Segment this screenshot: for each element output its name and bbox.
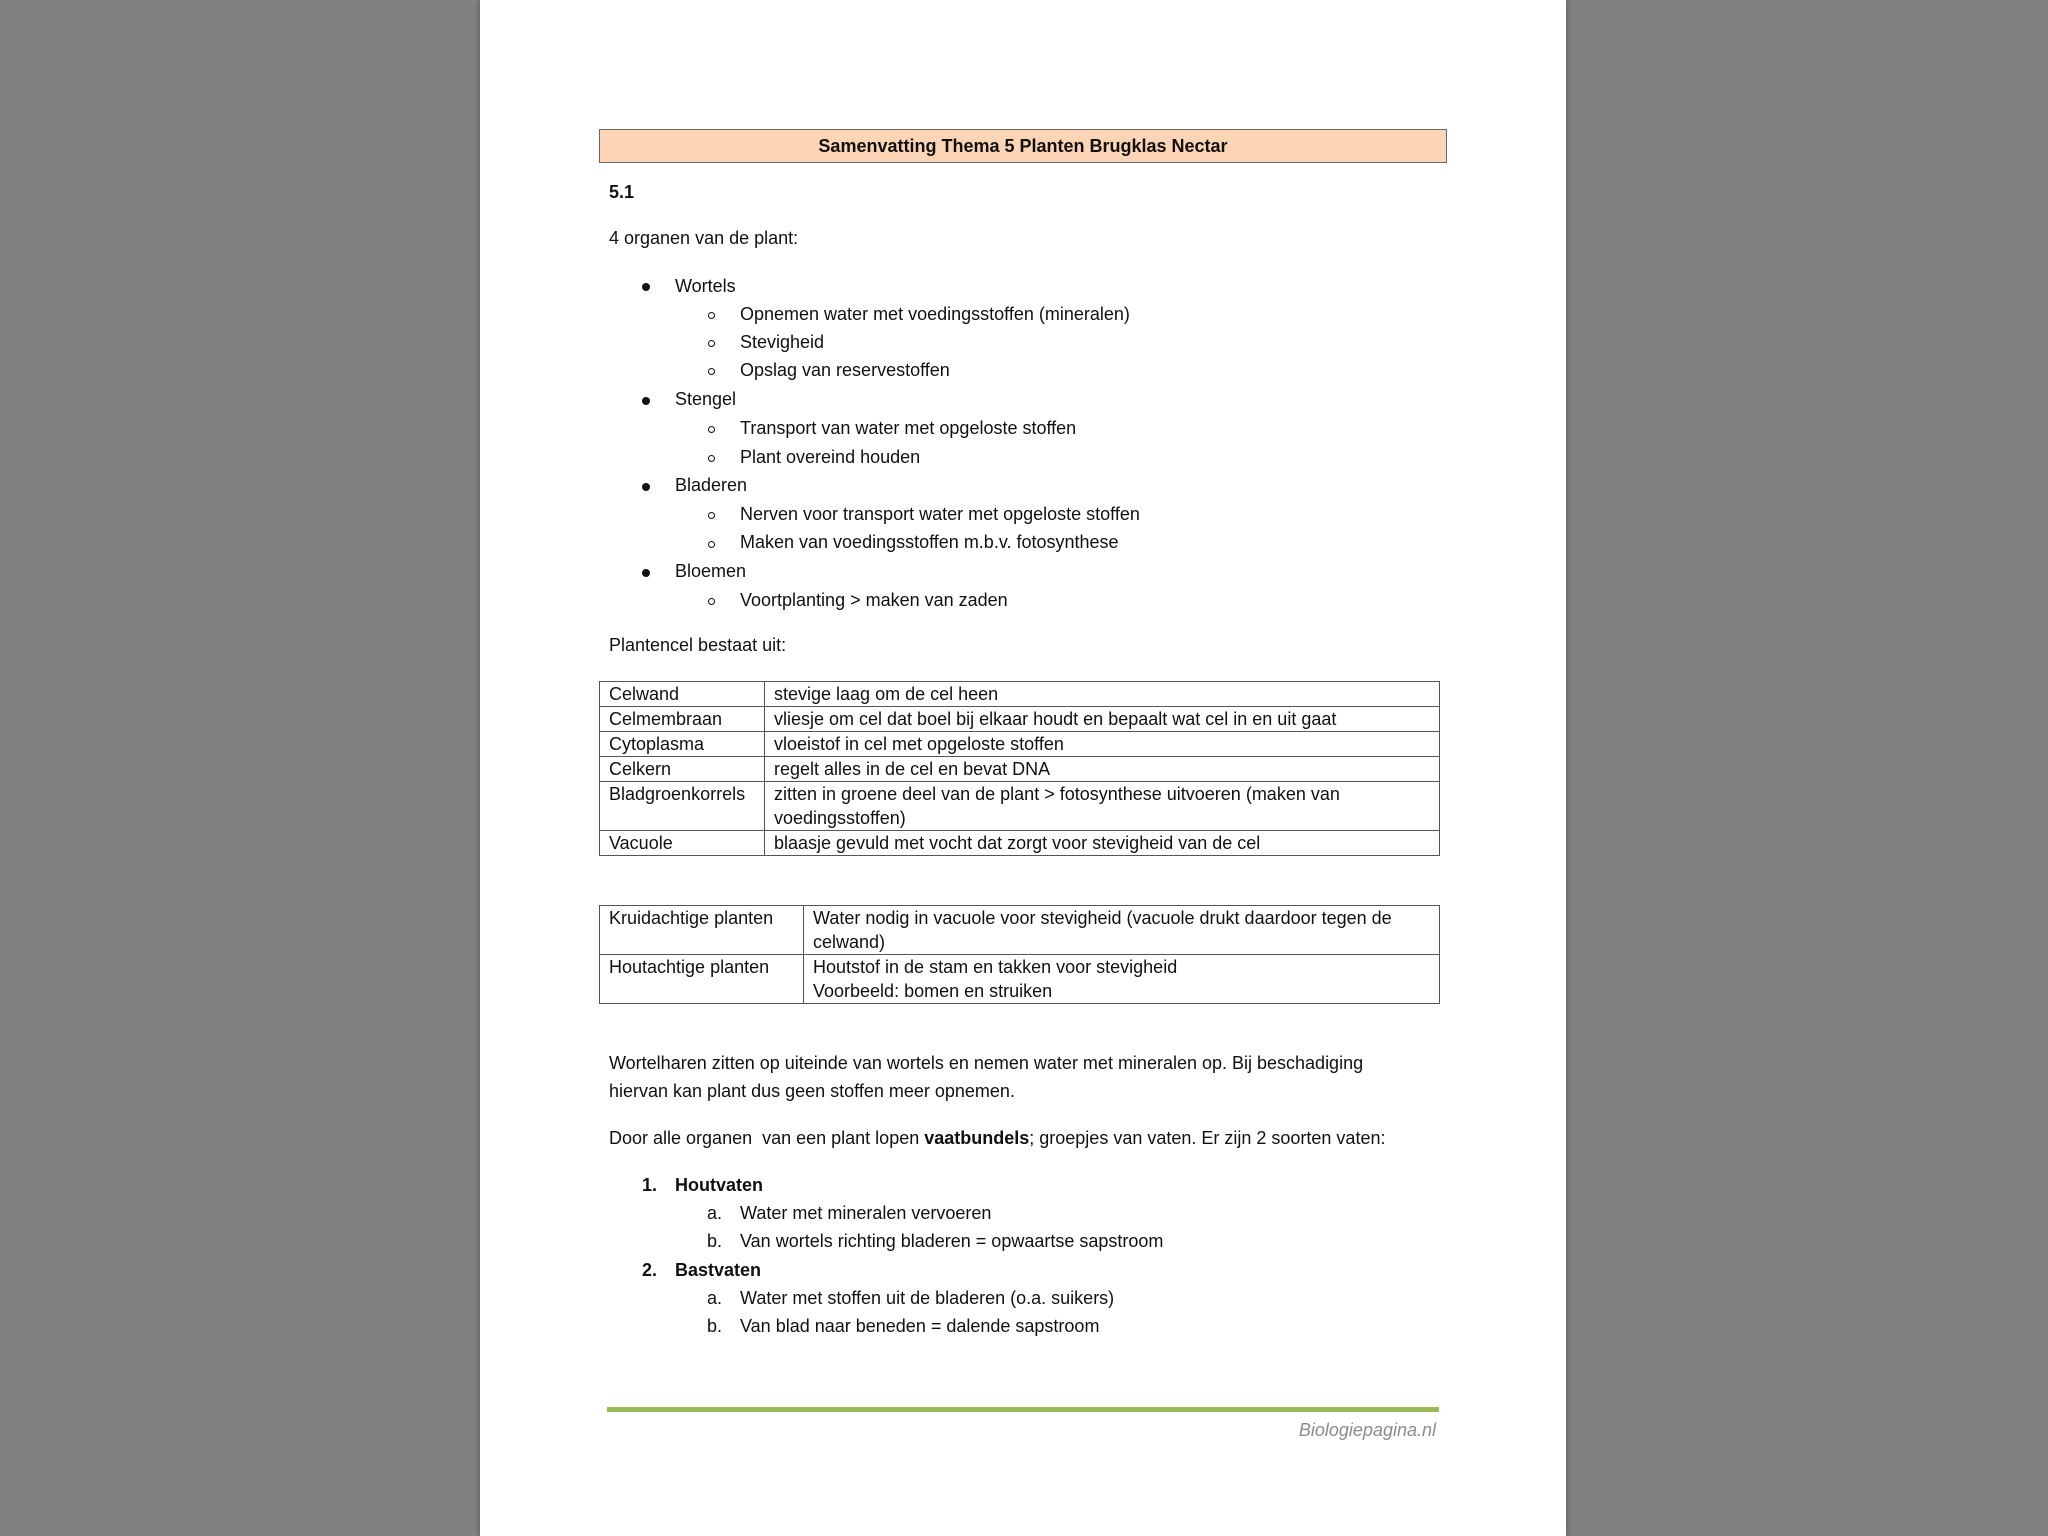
- table-row: [600, 682, 1440, 707]
- table-cell-line: stevige laag om de cel heen: [774, 684, 999, 704]
- table-cell-line: Houtstof in de stam en takken voor stevigheid: [813, 957, 1178, 977]
- bullet-icon: [642, 397, 650, 405]
- organ-item: Opnemen water met voedingsstoffen (mineralen): [740, 304, 1130, 324]
- circle-bullet-icon: [708, 455, 715, 462]
- table-cell-term: Vacuole: [600, 831, 765, 856]
- organ-label: Bloemen: [675, 561, 747, 581]
- organ-item: Stevigheid: [740, 332, 825, 352]
- organ-label: Wortels: [675, 276, 736, 296]
- root-hair-line: Wortelharen zitten op uiteinde van wortels en nemen water met mineralen op. Bij beschadiging: [609, 1053, 1364, 1073]
- table-cell-line: zitten in groene deel van de plant > fotosynthese uitvoeren (maken van: [774, 784, 1340, 804]
- table-row: [600, 732, 1440, 757]
- table-cell-line: Voorbeeld: bomen en struiken: [813, 981, 1053, 1001]
- table-cell-line: Water nodig in vacuole voor stevigheid (vacuole drukt daardoor tegen de: [813, 908, 1392, 928]
- document-page: [480, 0, 1566, 1536]
- cell-intro: Plantencel bestaat uit:: [609, 635, 787, 655]
- circle-bullet-icon: [708, 541, 715, 548]
- table-cell-term: Celmembraan: [600, 707, 765, 732]
- circle-bullet-icon: [708, 598, 715, 605]
- vessel-item: Water met mineralen vervoeren: [740, 1203, 992, 1223]
- list-letter: b.: [707, 1316, 723, 1336]
- table-cell-line: celwand): [813, 932, 886, 952]
- table-cell-desc: [765, 831, 1440, 856]
- table-row: [600, 757, 1440, 782]
- vessels-intro-pre: Door alle organen van een plant lopen: [609, 1128, 925, 1148]
- table-cell-desc: [765, 707, 1440, 732]
- table-row: [600, 831, 1440, 856]
- list-letter: a.: [707, 1288, 723, 1308]
- table-row: [600, 955, 1440, 1004]
- plant-type-table: [599, 905, 1440, 1004]
- table-cell-term: Houtachtige planten: [600, 955, 804, 1004]
- circle-bullet-icon: [708, 312, 715, 319]
- table-cell-term: Bladgroenkorrels: [600, 782, 765, 831]
- organ-label: Stengel: [675, 389, 737, 409]
- footer-text: Biologiepagina.nl: [1298, 1420, 1436, 1440]
- table-cell-line: regelt alles in de cel en bevat DNA: [774, 759, 1051, 779]
- table-row: [600, 782, 1440, 831]
- table-cell-line: vliesje om cel dat boel bij elkaar houdt en bepaalt wat cel in en uit gaat: [774, 709, 1337, 729]
- vessels-intro-post: ; groepjes van vaten. Er zijn 2 soorten vaten:: [1029, 1128, 1386, 1148]
- table-row: [600, 906, 1440, 955]
- table-cell-desc: [804, 906, 1440, 955]
- document-title: Samenvatting Thema 5 Planten Brugklas Nectar: [599, 129, 1447, 163]
- table-cell-term: Kruidachtige planten: [600, 906, 804, 955]
- list-number: 2.: [642, 1260, 658, 1280]
- table-cell-desc: [765, 782, 1440, 831]
- cell-table: [599, 681, 1440, 856]
- circle-bullet-icon: [708, 368, 715, 375]
- section-heading: 5.1: [609, 182, 635, 202]
- vessel-label: Bastvaten: [675, 1260, 762, 1280]
- circle-bullet-icon: [708, 512, 715, 519]
- table-cell-desc: [765, 732, 1440, 757]
- table-cell-desc: [804, 955, 1440, 1004]
- bullet-icon: [642, 283, 650, 291]
- vessel-item: Water met stoffen uit de bladeren (o.a. suikers): [740, 1288, 1115, 1308]
- list-letter: a.: [707, 1203, 723, 1223]
- vessel-item: Van blad naar beneden = dalende sapstroom: [740, 1316, 1100, 1336]
- organ-item: Nerven voor transport water met opgeloste stoffen: [740, 504, 1140, 524]
- bullet-icon: [642, 569, 650, 577]
- table-cell-term: Celkern: [600, 757, 765, 782]
- list-letter: b.: [707, 1231, 723, 1251]
- root-hair-line: hiervan kan plant dus geen stoffen meer opnemen.: [609, 1081, 1015, 1101]
- organ-item: Voortplanting > maken van zaden: [740, 590, 1008, 610]
- organ-item: Plant overeind houden: [740, 447, 921, 467]
- table-cell-line: blaasje gevuld met vocht dat zorgt voor stevigheid van de cel: [774, 833, 1261, 853]
- table-row: [600, 707, 1440, 732]
- table-cell-line: voedingsstoffen): [774, 808, 906, 828]
- table-cell-desc: [765, 682, 1440, 707]
- organ-item: Transport van water met opgeloste stoffen: [740, 418, 1077, 438]
- circle-bullet-icon: [708, 340, 715, 347]
- vessel-item: Van wortels richting bladeren = opwaartse sapstroom: [740, 1231, 1164, 1251]
- list-number: 1.: [642, 1175, 658, 1195]
- table-cell-desc: [765, 757, 1440, 782]
- bullet-icon: [642, 483, 650, 491]
- vessels-intro: [609, 1128, 1385, 1149]
- table-cell-line: vloeistof in cel met opgeloste stoffen: [774, 734, 1064, 754]
- table-cell-term: Cytoplasma: [600, 732, 765, 757]
- circle-bullet-icon: [708, 426, 715, 433]
- organ-label: Bladeren: [675, 475, 748, 495]
- organs-intro: 4 organen van de plant:: [609, 228, 799, 248]
- organ-item: Opslag van reservestoffen: [740, 360, 950, 380]
- table-cell-term: Celwand: [600, 682, 765, 707]
- vessels-intro-bold: vaatbundels: [924, 1128, 1030, 1148]
- footer-divider: [607, 1407, 1439, 1412]
- organ-item: Maken van voedingsstoffen m.b.v. fotosynthese: [740, 532, 1119, 552]
- vessel-label: Houtvaten: [675, 1175, 764, 1195]
